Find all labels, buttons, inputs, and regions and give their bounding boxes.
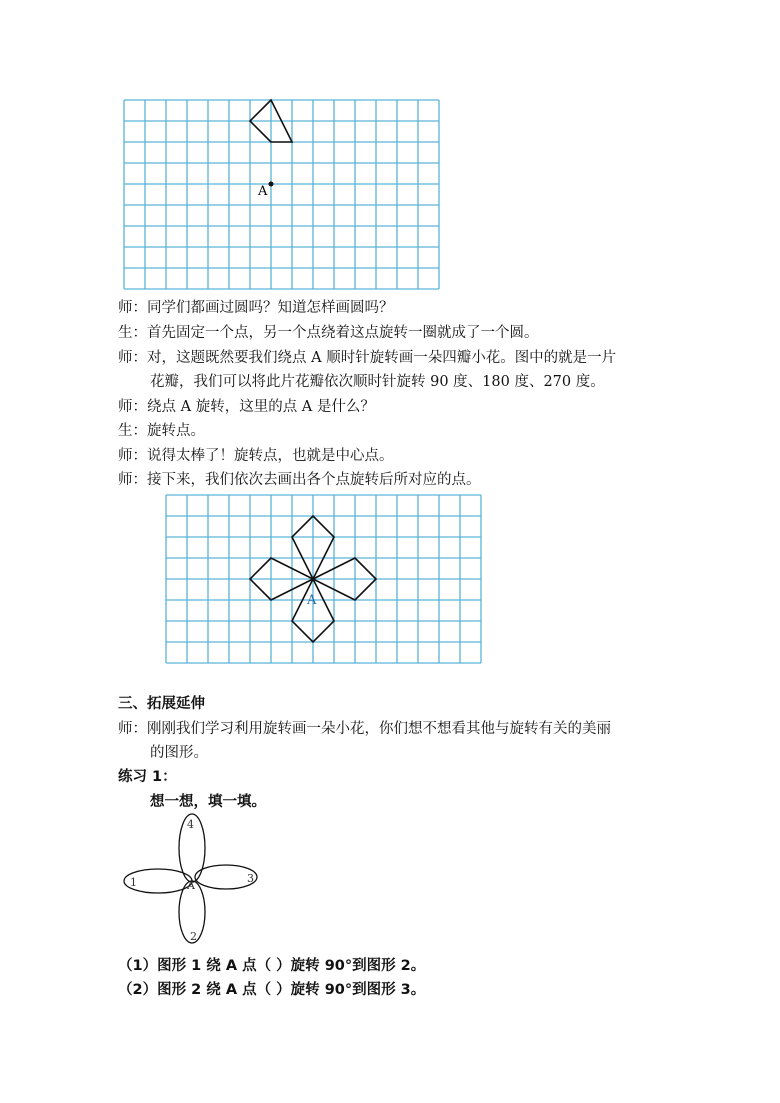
point-a-label: A <box>307 593 317 608</box>
speech: 绕点 A 旋转，这里的点 A 是什么？ <box>147 399 375 415</box>
speech: 对，这题既然要我们绕点 A 顺时针旋转画一朵四瓣小花。图中的就是一片 <box>147 350 617 366</box>
speaker: 师： <box>118 721 147 737</box>
grid-figure-2 <box>164 493 484 687</box>
petal-label-2: 2 <box>190 930 197 943</box>
speech: 旋转点。 <box>147 423 205 439</box>
center-point-a <box>269 182 274 187</box>
grid-lines <box>166 495 481 663</box>
speaker: 师： <box>118 350 147 366</box>
center-label-a: A <box>187 879 195 892</box>
speaker: 生： <box>118 325 147 341</box>
exercise-instruction: 想一想，填一填。 <box>150 794 266 810</box>
dialog-line-7 <box>118 469 481 491</box>
section-heading: 三、拓展延伸 <box>118 696 205 712</box>
petal-rotation-figure <box>118 812 268 950</box>
dialog-line-1 <box>118 297 394 319</box>
speech: 首先固定一个点，另一个点绕着这点旋转一圈就成了一个圆。 <box>147 325 539 341</box>
speaker: 师： <box>118 399 147 415</box>
dialog-line-5 <box>118 420 205 442</box>
petal-label-4: 4 <box>187 818 194 831</box>
speech: 刚刚我们学习利用旋转画一朵小花，你们想不想看其他与旋转有关的美丽 <box>147 721 611 737</box>
point-a-label: A <box>258 184 268 199</box>
speech: 花瓣，我们可以将此片花瓣依次顺时针旋转 90 度、180 度、270 度。 <box>150 374 605 390</box>
dialog-line-3-cont <box>150 371 605 393</box>
dialog-line-4 <box>118 396 375 418</box>
speech: 同学们都画过圆吗？知道怎样画圆吗？ <box>147 300 394 316</box>
speech: 接下来，我们依次去画出各个点旋转后所对应的点。 <box>147 472 481 488</box>
speaker: 师： <box>118 472 147 488</box>
speaker: 生： <box>118 423 147 439</box>
question-2: （2）图形 2 绕 A 点（ ）旋转 90°到图形 3。 <box>118 982 426 998</box>
dialog-line-3 <box>118 347 616 369</box>
speaker: 师： <box>118 300 147 316</box>
dialog-line-6 <box>118 445 394 467</box>
question-1: （1）图形 1 绕 A 点（ ）旋转 90°到图形 2。 <box>118 958 426 974</box>
speaker: 师： <box>118 448 147 464</box>
grid-figure-1 <box>122 98 442 292</box>
speech: 说得太棒了！旋转点，也就是中心点。 <box>147 448 394 464</box>
grid-lines <box>124 100 439 289</box>
petal-label-1: 1 <box>130 876 137 889</box>
section-line-2: 的图形。 <box>150 745 208 761</box>
dialog-line-2 <box>118 322 539 344</box>
petal-label-3: 3 <box>247 872 254 885</box>
exercise-title: 练习 1： <box>118 769 177 785</box>
section-line-1 <box>118 718 611 740</box>
